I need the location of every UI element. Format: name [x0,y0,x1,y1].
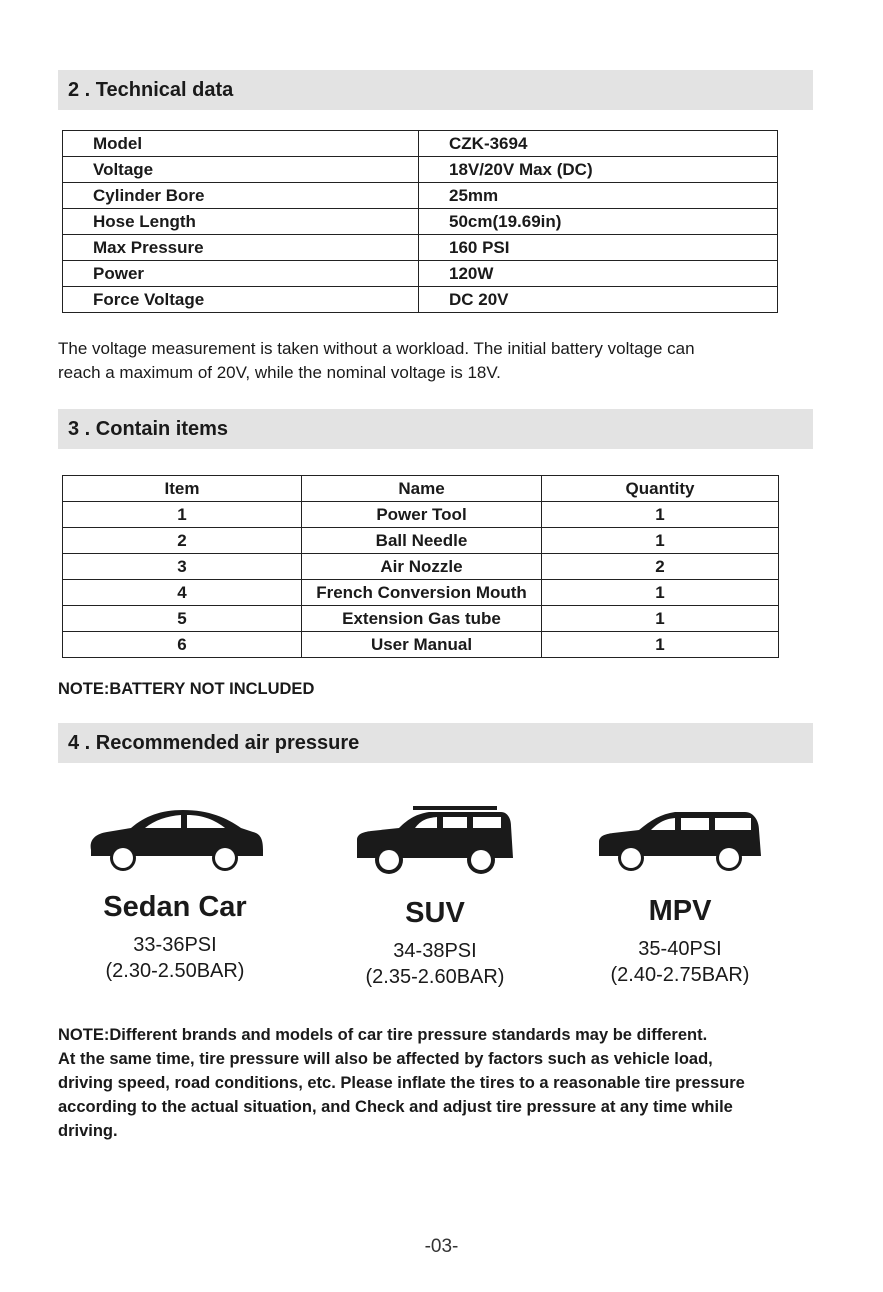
table-row [63,554,779,580]
car-bar: (2.40-2.75BAR) [610,964,750,986]
spec-value: 25mm [419,183,778,209]
item-number: 3 [63,554,302,580]
spec-value: 18V/20V Max (DC) [419,157,778,183]
mpv-icon [595,800,765,876]
item-quantity: 1 [542,580,779,606]
car-bar: (2.30-2.50BAR) [105,960,245,982]
table-row [63,261,778,287]
voltage-note-line: The voltage measurement is taken without a workload. The initial battery voltage can [58,339,695,358]
table-row [63,580,779,606]
section-title-recommended-pressure: 4 . Recommended air pressure [58,723,813,763]
item-number: 2 [63,528,302,554]
page-number: -03- [424,1236,459,1257]
spec-value: 160 PSI [419,235,778,261]
column-header-item: Item [63,476,302,502]
item-name: Extension Gas tube [302,606,542,632]
spec-label: Force Voltage [63,287,419,313]
column-header-quantity: Quantity [542,476,779,502]
spec-value: 50cm(19.69in) [419,209,778,235]
technical-data-table [62,130,778,313]
table-row [63,287,778,313]
section-title-contain-items: 3 . Contain items [58,409,813,449]
item-quantity: 1 [542,632,779,658]
item-number: 5 [63,606,302,632]
spec-value: 120W [419,261,778,287]
spec-label: Power [63,261,419,287]
tire-note-line: according to the actual situation, and Check and adjust tire pressure at any time while [58,1098,733,1116]
table-row [63,606,779,632]
spec-value: CZK-3694 [419,131,778,157]
item-number: 4 [63,580,302,606]
table-row [63,235,778,261]
item-quantity: 1 [542,606,779,632]
car-name: SUV [405,897,465,929]
spec-label: Cylinder Bore [63,183,419,209]
spec-value: DC 20V [419,287,778,313]
item-quantity: 2 [542,554,779,580]
table-row [63,157,778,183]
car-psi: 35-40PSI [638,938,722,960]
tire-note-line: driving speed, road conditions, etc. Please inflate the tires to a reasonable tire pressure [58,1074,745,1092]
item-quantity: 1 [542,502,779,528]
car-psi: 34-38PSI [393,940,477,962]
table-row [63,632,779,658]
battery-note: NOTE:BATTERY NOT INCLUDED [58,680,315,698]
car-psi: 33-36PSI [133,934,217,956]
table-row [63,131,778,157]
voltage-note [58,337,848,385]
car-name: MPV [648,895,712,927]
item-name: Ball Needle [302,528,542,554]
table-row [63,183,778,209]
car-bar: (2.35-2.60BAR) [365,966,505,988]
suv-icon [353,800,518,878]
car-name: Sedan Car [103,891,247,923]
table-header-row [63,476,779,502]
voltage-note-line: reach a maximum of 20V, while the nominal voltage is 18V. [58,363,501,382]
table-row [63,528,779,554]
item-name: French Conversion Mouth [302,580,542,606]
contain-items-table [62,475,779,658]
item-number: 1 [63,502,302,528]
tire-pressure-note [58,1023,858,1143]
tire-note-line: NOTE:Different brands and models of car tire pressure standards may be different. [58,1026,708,1044]
sedan-car-icon [85,800,265,872]
item-name: Power Tool [302,502,542,528]
car-column-suv [310,800,560,990]
item-name: User Manual [302,632,542,658]
section-title-technical-data: 2 . Technical data [58,70,813,110]
tire-note-line: driving. [58,1122,118,1140]
table-row [63,502,779,528]
item-quantity: 1 [542,528,779,554]
column-header-name: Name [302,476,542,502]
tire-note-line: At the same time, tire pressure will also be affected by factors such as vehicle load, [58,1050,713,1068]
car-column-sedan [50,800,300,984]
spec-label: Voltage [63,157,419,183]
item-name: Air Nozzle [302,554,542,580]
item-number: 6 [63,632,302,658]
spec-label: Model [63,131,419,157]
car-column-mpv [555,800,805,988]
table-row [63,209,778,235]
spec-label: Hose Length [63,209,419,235]
spec-label: Max Pressure [63,235,419,261]
